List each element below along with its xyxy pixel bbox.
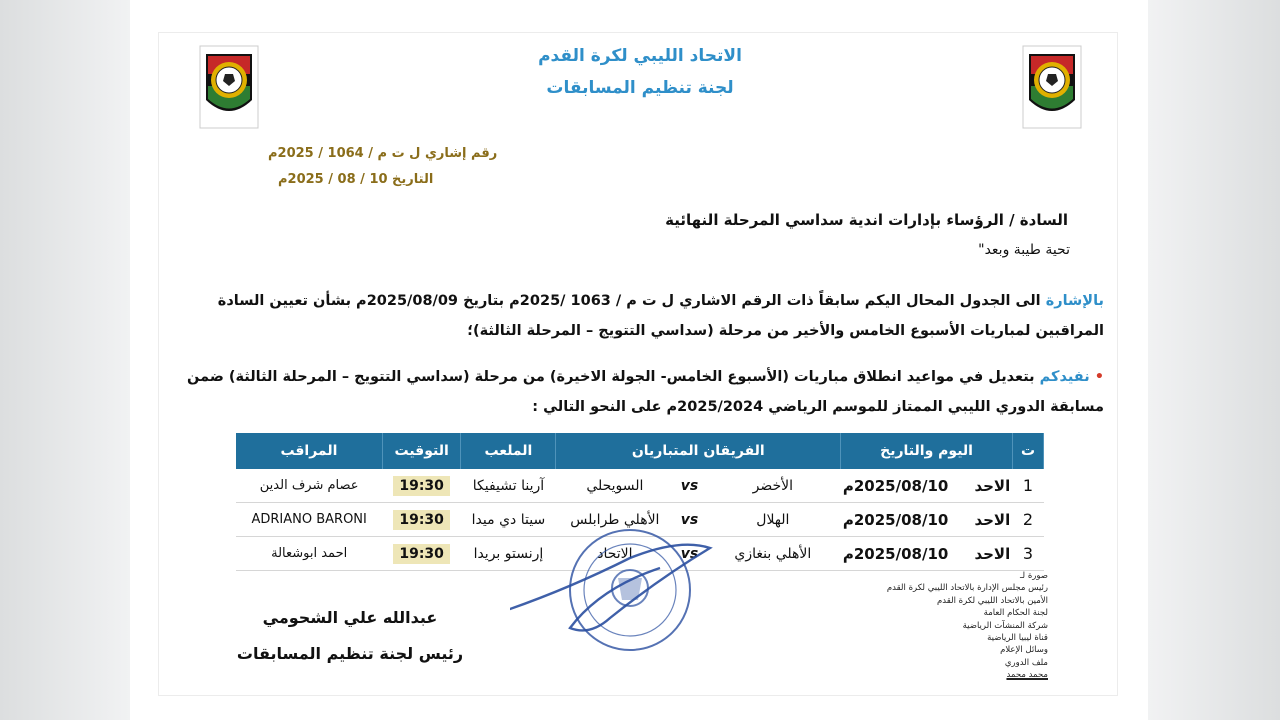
col-header-venue: الملعب: [461, 433, 556, 469]
cell-vs: vs: [674, 503, 705, 537]
copy-list-item: قناة ليبيا الرياضية: [987, 633, 1048, 644]
official-stamp-signature: [510, 518, 750, 658]
greeting-line: تحية طيبة وبعد": [978, 242, 1070, 258]
cell-team-b: الأهلي طرابلس: [556, 503, 674, 537]
cell-observer: عصام شرف الدين: [236, 469, 382, 503]
copy-list-item: ملف الدوري: [1004, 657, 1048, 668]
paragraph-body: الى الجدول المحال اليكم سابقاً ذات الرقم الاشاري ل ت م / 1063 /2025م بتاريخ 2025/08/09م بشأن تعيين السادة المراقبين لمباريات الأسبوع الخامس والأخير من مرحلة (سداسي التتويج – المرحلة الثالثة)؛: [217, 293, 1104, 339]
paragraph-body: بتعديل في مواعيد انطلاق مباريات (الأسبوع الخامس- الجولة الاخيرة) من مرحلة (سداسي التتويج – المرحلة الثالثة) ضمن مسابقة الدوري الليبي الممتاز للموسم الرياضي 2025/2024م على النحو التالي :: [187, 369, 1104, 415]
table-row: [236, 469, 1044, 503]
paragraph-notice: [174, 362, 1104, 422]
logo-text: LFF: [1044, 111, 1060, 120]
background-right: [1148, 0, 1280, 720]
lff-logo-icon: [198, 44, 260, 130]
cell-team-b: الاتحاد: [556, 537, 674, 571]
paragraph-lead: بالإشارة: [1045, 293, 1104, 309]
cell-venue: آرينا تشيفيكا: [461, 469, 556, 503]
cell-daydate: [841, 537, 1013, 571]
time-value: 19:30: [393, 476, 450, 496]
bullet-icon: •: [1094, 369, 1104, 385]
copy-list-item: لجنة الحكام العامة: [983, 608, 1048, 619]
signatory-name: عبدالله علي الشحومي: [262, 608, 438, 627]
copy-list-item: وسائل الإعلام: [1000, 645, 1048, 656]
lff-logo-icon: [1021, 44, 1083, 130]
organization-name: الاتحاد الليبي لكرة القدم: [538, 46, 742, 66]
cell-index: 1: [1012, 469, 1043, 503]
copy-list-item: الأمين بالاتحاد الليبي لكرة القدم: [936, 595, 1048, 606]
lff-logo-right: [1021, 44, 1083, 130]
col-header-time: التوقيت: [382, 433, 461, 469]
time-value: 19:30: [393, 510, 450, 530]
copy-list: [878, 570, 1048, 682]
table-header-row: [236, 433, 1044, 469]
paragraph-lead: نفيدكم: [1039, 369, 1090, 385]
cell-venue: إرنستو بريدا: [461, 537, 556, 571]
cell-daydate: [841, 469, 1013, 503]
cell-day: الاحد: [974, 544, 1011, 563]
committee-name: لجنة تنظيم المسابقات: [546, 78, 734, 98]
cell-date: 2025/08/10م: [842, 510, 949, 529]
copy-list-item: شركة المنشآت الرياضية: [962, 620, 1048, 631]
cell-venue: سيتا دي ميدا: [461, 503, 556, 537]
cell-index: 3: [1012, 537, 1043, 571]
cell-time: [382, 503, 461, 537]
addressee-line: السادة / الرؤساء بإدارات اندية سداسي المرحلة النهائية: [665, 211, 1068, 229]
cell-vs: vs: [674, 469, 705, 503]
cell-index: 2: [1012, 503, 1043, 537]
signatory-title: رئيس لجنة تنظيم المسابقات: [236, 644, 464, 663]
cell-day: الاحد: [974, 476, 1011, 495]
reference-number: رقم إشاري ل ت م / 1064 / 2025م: [268, 146, 498, 161]
time-value: 19:30: [393, 544, 450, 564]
background-left: [0, 0, 130, 720]
cell-observer: ADRIANO BARONI: [236, 503, 382, 537]
col-header-daydate: اليوم والتاريخ: [841, 433, 1013, 469]
logo-text: LFF: [221, 111, 237, 120]
cell-day: الاحد: [974, 510, 1011, 529]
cell-team-a: الأخضر: [705, 469, 841, 503]
letter-date: التاريخ 10 / 08 / 2025م: [278, 172, 434, 187]
lff-logo-left: [198, 44, 260, 130]
cell-date: 2025/08/10م: [842, 476, 949, 495]
paragraph-reference: [174, 286, 1104, 346]
copy-list-item: صورة لـ: [1020, 571, 1048, 581]
cell-observer: احمد ابوشعالة: [236, 537, 382, 571]
letter-paper: [130, 0, 1148, 720]
col-header-teams: الفريقان المتباريان: [556, 433, 841, 469]
col-header-index: ت: [1012, 433, 1043, 469]
cell-daydate: [841, 503, 1013, 537]
cell-team-a: الأهلي بنغازي: [705, 537, 841, 571]
cell-team-b: السويحلي: [556, 469, 674, 503]
cell-team-a: الهلال: [705, 503, 841, 537]
col-header-observer: المراقب: [236, 433, 382, 469]
cell-vs: vs: [674, 537, 705, 571]
cell-date: 2025/08/10م: [842, 544, 949, 563]
cell-time: [382, 469, 461, 503]
copy-list-item: محمد محمد: [1006, 670, 1048, 681]
cell-time: [382, 537, 461, 571]
copy-list-item: رئيس مجلس الإدارة بالاتحاد الليبي لكرة القدم: [886, 583, 1048, 594]
